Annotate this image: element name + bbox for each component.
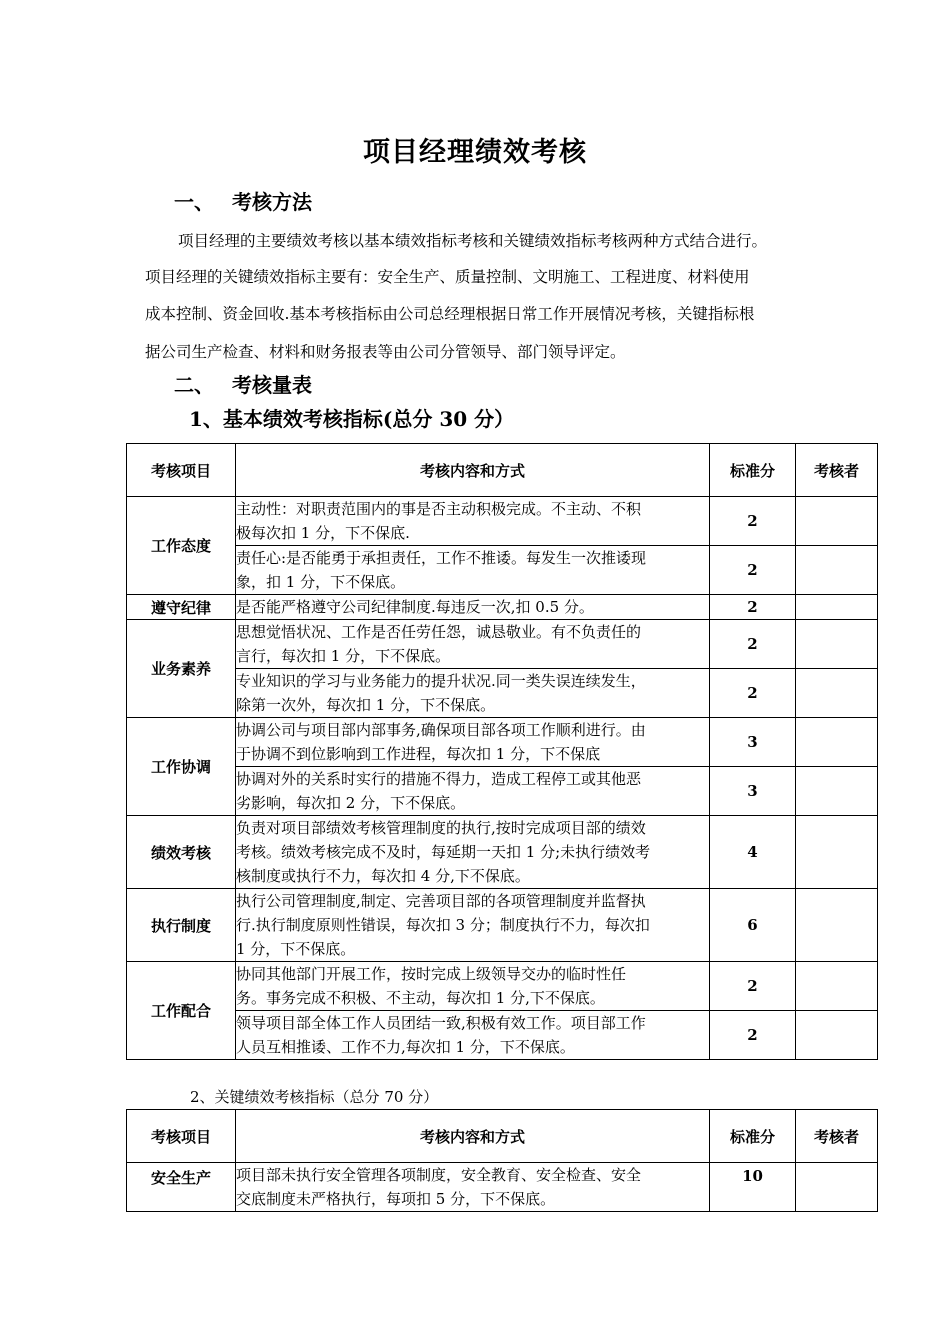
standard-score: 3: [710, 718, 796, 767]
content-line: 交底制度未严格执行，每项扣 5 分，下不保底。: [236, 1190, 556, 1208]
assessment-content: [236, 767, 710, 816]
column-header: 考核内容和方式: [236, 444, 710, 497]
paragraph-line: 项目经理的关键绩效指标主要有：安全生产、质量控制、文明施工、工程进度、材料使用: [145, 268, 750, 286]
content-line: 协同其他部门开展工作，按时完成上级领导交办的临时性任: [236, 965, 627, 983]
assessor-cell[interactable]: [796, 595, 878, 620]
assessor-cell[interactable]: [796, 620, 878, 669]
section-heading-scale: [174, 369, 312, 398]
section-heading-method: [174, 186, 312, 215]
table-row: [127, 816, 878, 889]
table-row: [127, 546, 878, 595]
assessor-cell[interactable]: [796, 718, 878, 767]
content-line: 人员互相推诿、工作不力,每次扣 1 分，下不保底。: [236, 1038, 575, 1056]
content-line: 于协调不到位影响到工作进程，每次扣 1 分，下不保底: [236, 745, 601, 763]
standard-score: 6: [710, 889, 796, 962]
assessment-item: 绩效考核: [127, 816, 236, 889]
standard-score: 2: [710, 546, 796, 595]
table-row: [127, 767, 878, 816]
standard-score: 2: [710, 1011, 796, 1060]
column-header: 考核项目: [127, 444, 236, 497]
table-row: [127, 889, 878, 962]
assessor-cell[interactable]: [796, 816, 878, 889]
assessment-content: [236, 595, 710, 620]
section-number: 二、: [174, 373, 214, 397]
content-line: 行.执行制度原则性错误，每次扣 3 分；制度执行不力，每次扣: [236, 916, 650, 934]
content-line: 负责对项目部绩效考核管理制度的执行,按时完成项目部的绩效: [236, 819, 646, 837]
assessment-content: [236, 718, 710, 767]
assessment-content: [236, 497, 710, 546]
assessment-item: 业务素养: [127, 620, 236, 718]
content-line: 责任心:是否能勇于承担责任，工作不推诿。每发生一次推诿现: [236, 549, 647, 567]
assessment-item: 遵守纪律: [127, 595, 236, 620]
assessor-cell[interactable]: [796, 1011, 878, 1060]
table-row: [127, 962, 878, 1011]
content-line: 考核。绩效考核完成不及时，每延期一天扣 1 分;未执行绩效考: [236, 843, 651, 861]
assessment-item: 执行制度: [127, 889, 236, 962]
column-header: 考核项目: [127, 1110, 236, 1163]
content-line: 劣影响，每次扣 2 分，下不保底。: [236, 794, 466, 812]
content-line: 言行，每次扣 1 分，下不保底。: [236, 647, 451, 665]
content-line: 1 分，下不保底。: [236, 940, 356, 958]
table-header-row: [127, 1110, 878, 1163]
table-header-row: [127, 444, 878, 497]
content-line: 象，扣 1 分，下不保底。: [236, 573, 406, 591]
assessor-cell[interactable]: [796, 767, 878, 816]
table-row: [127, 497, 878, 546]
content-line: 项目部未执行安全管理各项制度，安全教育、安全检查、安全: [236, 1166, 642, 1184]
assessment-item: 工作态度: [127, 497, 236, 595]
content-line: 思想觉悟状况、工作是否任劳任怨，诚恳敬业。有不负责任的: [236, 623, 642, 641]
standard-score: 2: [710, 620, 796, 669]
content-line: 除第一次外，每次扣 1 分，下不保底。: [236, 696, 496, 714]
paragraph-line: 项目经理的主要绩效考核以基本绩效指标考核和关键绩效指标考核两种方式结合进行。: [178, 232, 768, 250]
content-line: 执行公司管理制度,制定、完善项目部的各项管理制度并监督执: [236, 892, 646, 910]
assessment-content: [236, 546, 710, 595]
column-header: 考核者: [796, 1110, 878, 1163]
section-number: 一、: [174, 190, 214, 214]
table-row: [127, 1163, 878, 1212]
table-row: [127, 595, 878, 620]
column-header: 标准分: [710, 1110, 796, 1163]
paragraph-line: 成本控制、资金回收.基本考核指标由公司总经理根据日常工作开展情况考核，关键指标根: [145, 305, 755, 323]
assessment-content: [236, 889, 710, 962]
table1-heading: 1、基本绩效考核指标(总分 30 分）: [189, 407, 515, 431]
standard-score: 2: [710, 595, 796, 620]
table2-caption: 2、关键绩效考核指标（总分 70 分）: [190, 1088, 439, 1106]
assessor-cell[interactable]: [796, 1163, 878, 1212]
column-header: 标准分: [710, 444, 796, 497]
paragraph-line: 据公司生产检查、材料和财务报表等由公司分管领导、部门领导评定。: [145, 343, 626, 361]
content-line: 协调公司与项目部内部事务,确保项目部各项工作顺利进行。由: [236, 721, 646, 739]
standard-score: 2: [710, 669, 796, 718]
standard-score: 2: [710, 962, 796, 1011]
content-line: 务。事务完成不积极、不主动，每次扣 1 分,下不保底。: [236, 989, 605, 1007]
assessment-item: 工作配合: [127, 962, 236, 1060]
standard-score: 4: [710, 816, 796, 889]
assessor-cell[interactable]: [796, 962, 878, 1011]
page-title: 项目经理绩效考核: [363, 137, 587, 168]
assessment-item: 工作协调: [127, 718, 236, 816]
standard-score: 3: [710, 767, 796, 816]
table-row: [127, 620, 878, 669]
assessment-content: [236, 962, 710, 1011]
assessor-cell[interactable]: [796, 497, 878, 546]
table-row: [127, 669, 878, 718]
key-kpi-table: [126, 1109, 878, 1212]
assessor-cell[interactable]: [796, 546, 878, 595]
table-row: [127, 718, 878, 767]
assessment-content: [236, 816, 710, 889]
content-line: 是否能严格遵守公司纪律制度.每违反一次,扣 0.5 分。: [236, 598, 594, 616]
standard-score: 2: [710, 497, 796, 546]
assessment-content: [236, 1163, 710, 1212]
table-row: [127, 1011, 878, 1060]
standard-score: 10: [710, 1163, 796, 1212]
assessment-content: [236, 620, 710, 669]
column-header: 考核内容和方式: [236, 1110, 710, 1163]
section-title: 考核量表: [232, 373, 312, 397]
assessment-content: [236, 669, 710, 718]
content-line: 主动性：对职责范围内的事是否主动积极完成。不主动、不积: [236, 500, 642, 518]
content-line: 核制度或执行不力，每次扣 4 分,下不保底。: [236, 867, 530, 885]
content-line: 协调对外的关系时实行的措施不得力，造成工程停工或其他恶: [236, 770, 642, 788]
assessment-content: [236, 1011, 710, 1060]
basic-kpi-table: [126, 443, 878, 1060]
content-line: 领导项目部全体工作人员团结一致,积极有效工作。项目部工作: [236, 1014, 646, 1032]
content-line: 极每次扣 1 分，下不保底.: [236, 524, 410, 542]
assessment-item: 安全生产: [127, 1163, 236, 1212]
content-line: 专业知识的学习与业务能力的提升状况.同一类失误连续发生，: [236, 672, 646, 690]
section-title: 考核方法: [232, 190, 312, 214]
column-header: 考核者: [796, 444, 878, 497]
assessor-cell[interactable]: [796, 669, 878, 718]
assessor-cell[interactable]: [796, 889, 878, 962]
